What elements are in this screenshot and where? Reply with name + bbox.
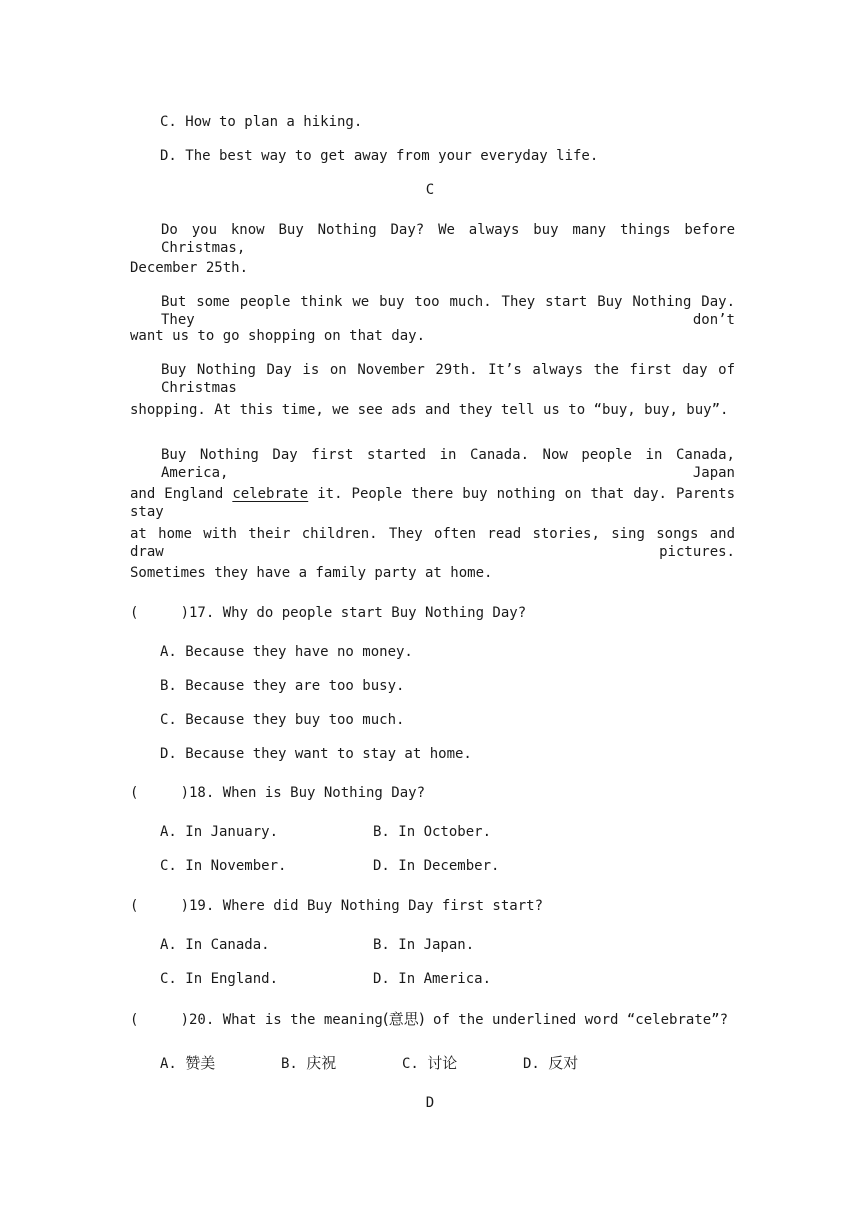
section-c-heading: C bbox=[425, 182, 435, 198]
passage-p4-line2 bbox=[130, 485, 735, 521]
passage-p1-line2: December 25th. bbox=[130, 260, 249, 276]
q19-option-b: B. In Japan. bbox=[373, 937, 475, 953]
question-18: ( )18. When is Buy Nothing Day? bbox=[130, 785, 426, 801]
passage-p4-line4: Sometimes they have a family party at home. bbox=[130, 565, 493, 581]
chinese-gloss: (意思) bbox=[382, 1010, 425, 1028]
passage-p4-line3: at home with their children. They often read stories, sing songs and draw pictures. bbox=[130, 526, 735, 560]
q20-option-b bbox=[281, 1054, 336, 1073]
option-label: C. bbox=[402, 1056, 428, 1072]
passage-text: and England bbox=[130, 486, 233, 502]
option-text: 反对 bbox=[548, 1054, 579, 1072]
prev-option-c: C. How to plan a hiking. bbox=[160, 114, 363, 130]
q18-option-c: C. In November. bbox=[160, 858, 287, 874]
passage-p4-line1: Buy Nothing Day first started in Canada. Now people in Canada, America, Japan bbox=[161, 447, 735, 481]
option-text: 庆祝 bbox=[306, 1054, 337, 1072]
q17-option-d: D. Because they want to stay at home. bbox=[160, 746, 472, 762]
passage-p3-line2: shopping. At this time, we see ads and they tell us to “buy, buy, buy”. bbox=[130, 402, 729, 418]
passage-p1-line1: Do you know Buy Nothing Day? We always buy many things before Christmas, bbox=[161, 222, 735, 256]
underlined-word: celebrate bbox=[232, 486, 309, 502]
q20-option-d bbox=[523, 1054, 578, 1073]
q18-option-a: A. In January. bbox=[160, 824, 279, 840]
option-text: 讨论 bbox=[427, 1054, 458, 1072]
option-label: A. bbox=[160, 1056, 186, 1072]
section-d-heading: D bbox=[425, 1095, 435, 1111]
question-text: ( )20. What is the meaning bbox=[130, 1012, 383, 1028]
passage-p2-line2: want us to go shopping on that day. bbox=[130, 328, 426, 344]
q19-option-d: D. In America. bbox=[373, 971, 492, 987]
passage-text: it. People there buy nothing on that day. Parents stay bbox=[130, 486, 735, 520]
question-19: ( )19. Where did Buy Nothing Day first start? bbox=[130, 898, 544, 914]
question-20 bbox=[130, 1010, 728, 1029]
q17-option-c: C. Because they buy too much. bbox=[160, 712, 405, 728]
q17-option-a: A. Because they have no money. bbox=[160, 644, 413, 660]
q17-option-b: B. Because they are too busy. bbox=[160, 678, 405, 694]
q19-option-a: A. In Canada. bbox=[160, 937, 270, 953]
option-label: B. bbox=[281, 1056, 307, 1072]
prev-option-d: D. The best way to get away from your everyday life. bbox=[160, 148, 599, 164]
q20-option-a bbox=[160, 1054, 215, 1073]
q20-option-c bbox=[402, 1054, 457, 1073]
q18-option-d: D. In December. bbox=[373, 858, 500, 874]
option-text: 赞美 bbox=[185, 1054, 216, 1072]
option-label: D. bbox=[523, 1056, 549, 1072]
question-text: of the underlined word “celebrate”? bbox=[424, 1012, 729, 1028]
question-17: ( )17. Why do people start Buy Nothing Day? bbox=[130, 605, 527, 621]
passage-p2-line1: But some people think we buy too much. They start Buy Nothing Day. They don’t bbox=[161, 294, 735, 328]
passage-p3-line1: Buy Nothing Day is on November 29th. It’s always the first day of Christmas bbox=[161, 362, 735, 396]
q18-option-b: B. In October. bbox=[373, 824, 492, 840]
q19-option-c: C. In England. bbox=[160, 971, 279, 987]
